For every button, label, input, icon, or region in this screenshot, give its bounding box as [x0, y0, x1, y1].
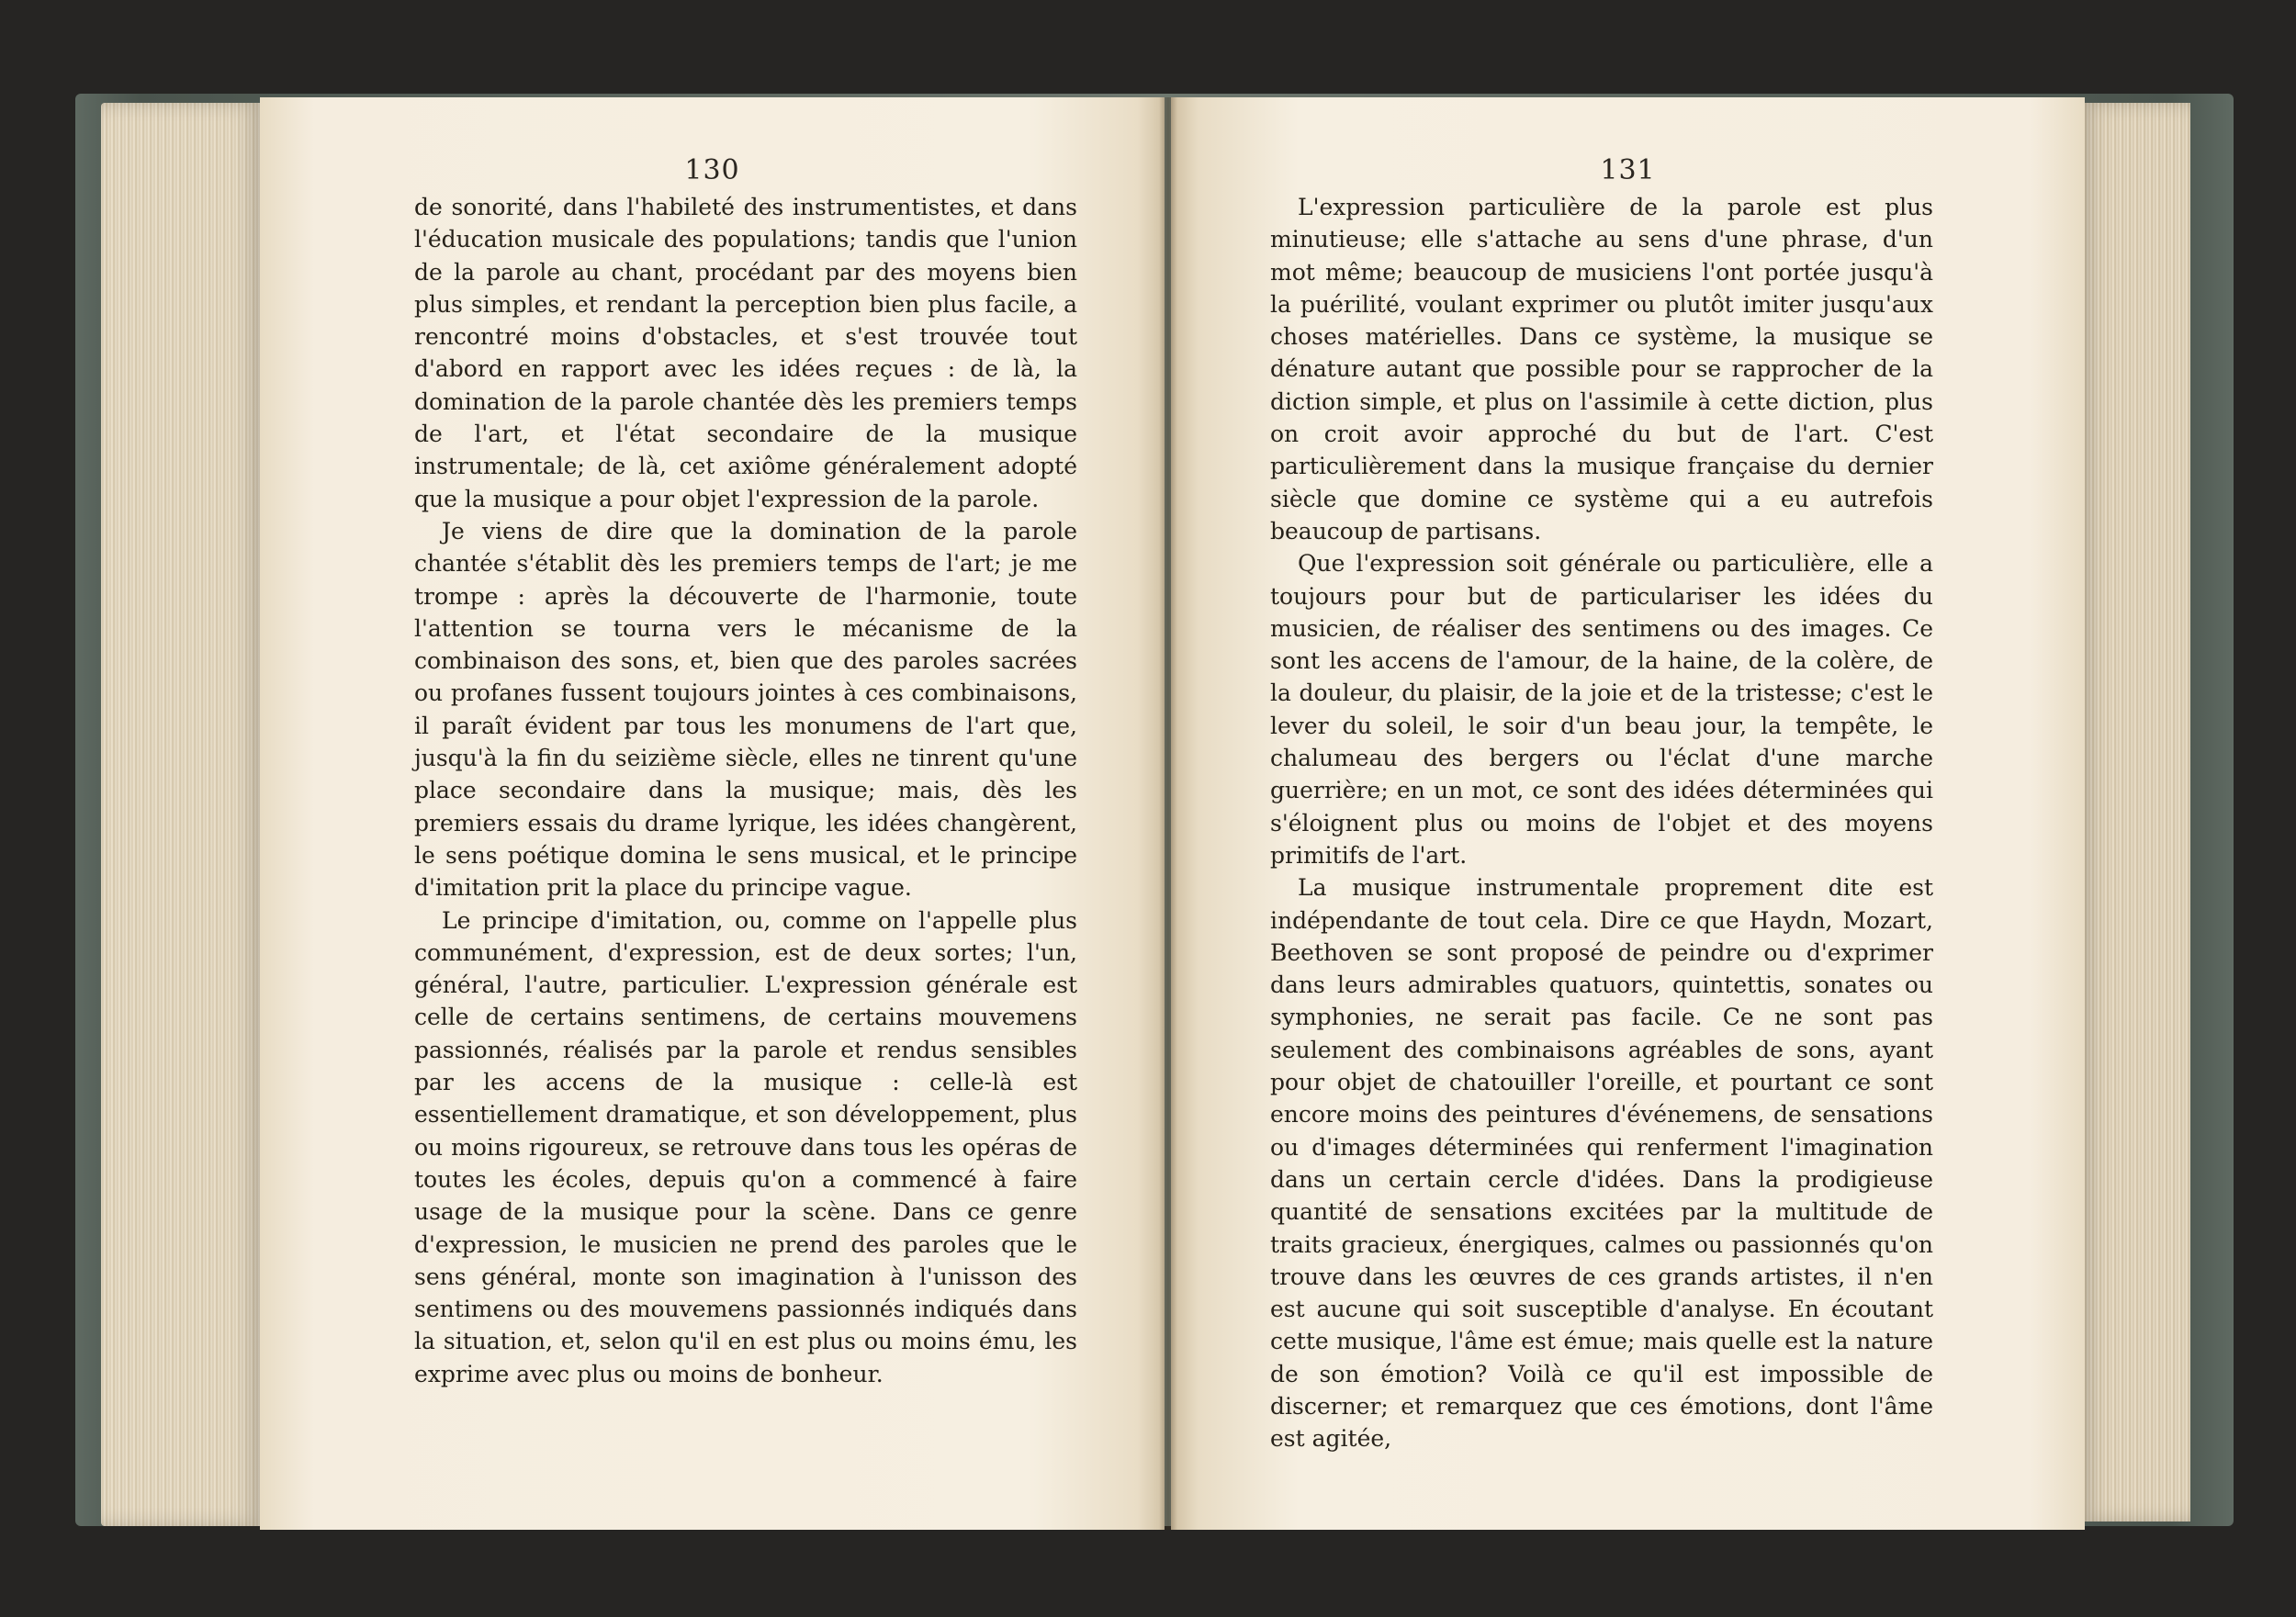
paragraph: Le principe d'imitation, ou, comme on l'appelle plus communément, d'expression, est de deux sortes; l'un, général, l'autre, particulier. L'expression générale est celle de certains sentimens, de certains mouvemens passionnés, réalisés par la parole et rendus sensibles par les accens de la musique : celle-là est essentiellement dramatique, et son développement, plus ou moins rigoureux, se retrouve dans tous les opéras de toutes les écoles, depuis qu'on a commencé à faire usage de la musique pour la scène. Dans ce genre d'expression, le musicien ne prend des paroles que le sens général, monte son imagination à l'unisson des sentimens ou des mouvemens passionnés indiqués dans la situation, et, selon qu'il en est plus ou moins ému, les exprime avec plus ou moins de bonheur.: [414, 906, 1077, 1387]
page-number: 130: [684, 154, 740, 186]
paragraph: L'expression particulière de la parole est plus minutieuse; elle s'attache au sens d'une phrase, d'un mot même; beaucoup de musiciens l'ont portée jusqu'à la puérilité, voulant exprimer ou plutôt imiter jusqu'aux choses matérielles. Dans ce système, la musique se dénature autant que possible pour se rapprocher de la diction simple, et plus on l'assimile à cette diction, plus on croit avoir approché du but de l'art. C'est particulièrement dans la musique française du dernier siècle que domine ce système qui a eu autrefois beaucoup de partisans.: [1270, 194, 1933, 545]
page-text: [414, 191, 1077, 1390]
page-number: 131: [1600, 154, 1656, 186]
page-text: [1270, 191, 1933, 1455]
paragraph: Que l'expression soit générale ou particulière, elle a toujours pour but de particulariser les idées du musicien, de réaliser des sentimens ou des images. Ce sont les accens de l'amour, de la haine, de la colère, de la douleur, du plaisir, de la joie et de la tristesse; c'est le lever du soleil, le soir d'un beau jour, la tempête, le chalumeau des bergers ou l'éclat d'une marche guerrière; en un mot, ce sont des idées déterminées qui s'éloignent plus ou moins de l'objet et des moyens primitifs de l'art.: [1270, 550, 1933, 869]
page-edges-left: [101, 103, 262, 1526]
page-edges-right: [2080, 103, 2190, 1522]
right-page: [1171, 97, 2085, 1530]
paragraph: de sonorité, dans l'habileté des instrumentistes, et dans l'éducation musicale des populations; tandis que l'union de la parole au chant, procédant par des moyens bien plus simples, et rendant la perception bien plus facile, a rencontré moins d'obstacles, et s'est trouvée tout d'abord en rapport avec les idées reçues : de là, la domination de la parole chantée dès les premiers temps de l'art, et l'état secondaire de la musique instrumentale; de là, cet axiôme généralement adopté que la musique a pour objet l'expression de la parole.: [414, 194, 1077, 512]
book-gutter: [1159, 97, 1177, 1530]
left-page: [260, 97, 1165, 1530]
paragraph: La musique instrumentale proprement dite est indépendante de tout cela. Dire ce que Haydn, Mozart, Beethoven se sont proposé de peindre ou d'exprimer dans leurs admirables quatuors, quintettis, sonates ou symphonies, ne serait pas facile. Ce ne sont pas seulement des combinaisons agréables de sons, ayant pour objet de chatouiller l'oreille, et pourtant ce sont encore moins des peintures d'événemens, de sensations ou d'images déterminées qui renferment l'imagination dans un certain cercle d'idées. Dans la prodigieuse quantité de sensations excitées par la multitude de traits gracieux, énergiques, calmes ou passionnés qu'on trouve dans les œuvres de ces grands artistes, il n'en est aucune qui soit susceptible d'analyse. En écoutant cette musique, l'âme est émue; mais quelle est la nature de son émotion? Voilà ce qu'il est impossible de discerner; et remarquez que ces émotions, dont l'âme est agitée,: [1270, 874, 1933, 1453]
paragraph: Je viens de dire que la domination de la parole chantée s'établit dès les premiers temps de l'art; je me trompe : après la découverte de l'harmonie, toute l'attention se tourna vers le mécanisme de la combinaison des sons, et, bien que des paroles sacrées ou profanes fussent toujours jointes à ces combinaisons, il paraît évident par tous les monumens de l'art que, jusqu'à la fin du seizième siècle, elles ne tinrent qu'une place secondaire dans la musique; mais, dès les premiers essais du drame lyrique, les idées changèrent, le sens poétique domina le sens musical, et le principe d'imitation prit la place du principe vague.: [414, 517, 1077, 902]
